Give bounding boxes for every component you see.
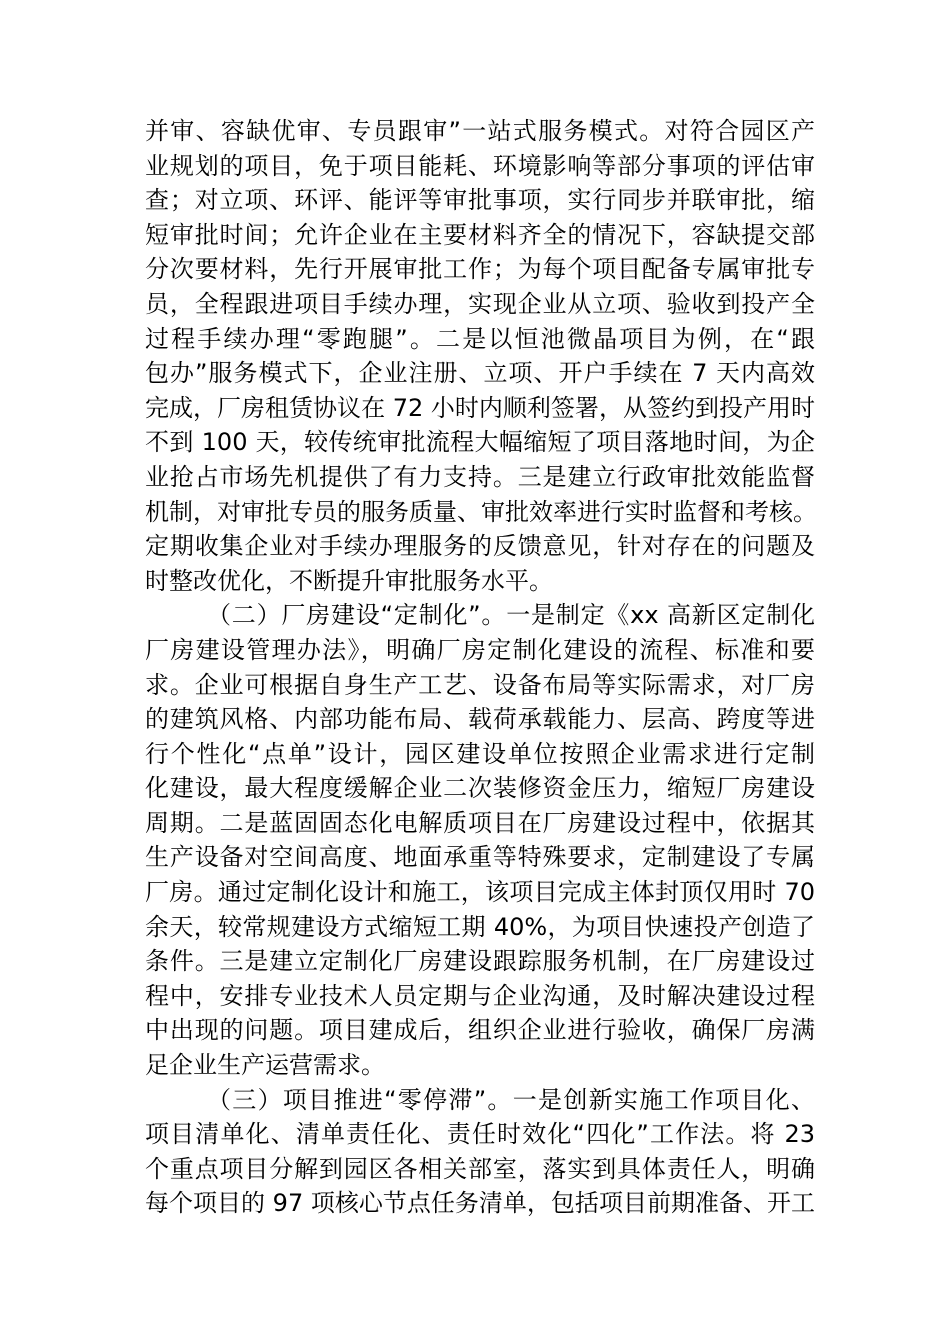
text-line: 生产设备对空间高度、地面承重等特殊要求，定制建设了专属 <box>145 843 815 872</box>
text-line: 机制，对审批专员的服务质量、审批效率进行实时监督和考核。 <box>145 497 817 526</box>
body-text <box>145 114 815 1221</box>
text-line: 员，全程跟进项目手续办理，实现企业从立项、验收到投产全 <box>145 289 815 318</box>
text-line: 周期。二是蓝固固态化电解质项目在厂房建设过程中，依据其 <box>145 808 815 837</box>
text-line: 厂房建设管理办法》，明确厂房定制化建设的流程、标准和要 <box>145 635 815 664</box>
text-line: 业抢占市场先机提供了有力支持。三是建立行政审批效能监督 <box>145 462 815 491</box>
text-line: 项目清单化、清单责任化、责任时效化“四化”工作法。将 23 <box>145 1120 815 1149</box>
section-heading-line: （三）项目推进“零停滞”。一是创新实施工作项目化、 <box>207 1085 815 1114</box>
text-line: 包办”服务模式下，企业注册、立项、开户手续在 7 天内高效 <box>145 359 815 388</box>
text-line: 求。企业可根据自身生产工艺、设备布局等实际需求，对厂房 <box>145 670 815 699</box>
text-line: 分次要材料，先行开展审批工作；为每个项目配备专属审批专 <box>145 255 815 284</box>
text-line: 余天，较常规建设方式缩短工期 40%，为项目快速投产创造了 <box>145 912 815 941</box>
text-line: 查；对立项、环评、能评等审批事项，实行同步并联审批，缩 <box>145 186 815 215</box>
text-line: 短审批时间；允许企业在主要材料齐全的情况下，容缺提交部 <box>145 220 815 249</box>
text-line: 程中，安排专业技术人员定期与企业沟通，及时解决建设过程 <box>145 981 815 1010</box>
text-line: 并审、容缺优审、专员跟审”一站式服务模式。对符合园区产 <box>145 117 815 145</box>
text-line: 的建筑风格、内部功能布局、载荷承载能力、层高、跨度等进 <box>145 705 815 734</box>
text-line: 中出现的问题。项目建成后，组织企业进行验收，确保厂房满 <box>145 1016 815 1045</box>
text-line: 过程手续办理“零跑腿”。二是以恒池微晶项目为例，在“跟 <box>145 324 815 353</box>
text-line: 行个性化“点单”设计，园区建设单位按照企业需求进行定制 <box>145 739 815 768</box>
text-line: 完成，厂房租赁协议在 72 小时内顺利签署，从签约到投产用时 <box>145 393 815 422</box>
text-line: 每个项目的 97 项核心节点任务清单，包括项目前期准备、开工 <box>145 1189 815 1218</box>
text-line: 条件。三是建立定制化厂房建设跟踪服务机制，在厂房建设过 <box>145 947 815 976</box>
text-line: 定期收集企业对手续办理服务的反馈意见，针对存在的问题及 <box>145 532 815 561</box>
text-line: 个重点项目分解到园区各相关部室，落实到具体责任人，明确 <box>145 1154 815 1183</box>
text-line: 业规划的项目，免于项目能耗、环境影响等部分事项的评估审 <box>145 151 815 180</box>
text-line: 足企业生产运营需求。 <box>145 1051 385 1080</box>
text-line: 不到 100 天，较传统审批流程大幅缩短了项目落地时间，为企 <box>145 428 815 457</box>
text-line: 时整改优化，不断提升审批服务水平。 <box>145 566 553 595</box>
text-line: 厂房。通过定制化设计和施工，该项目完成主体封顶仅用时 70 <box>145 878 815 907</box>
text-line: 化建设，最大程度缓解企业二次装修资金压力，缩短厂房建设 <box>145 774 815 803</box>
section-heading-line: （二）厂房建设“定制化”。一是制定《xx 高新区定制化 <box>207 601 815 630</box>
